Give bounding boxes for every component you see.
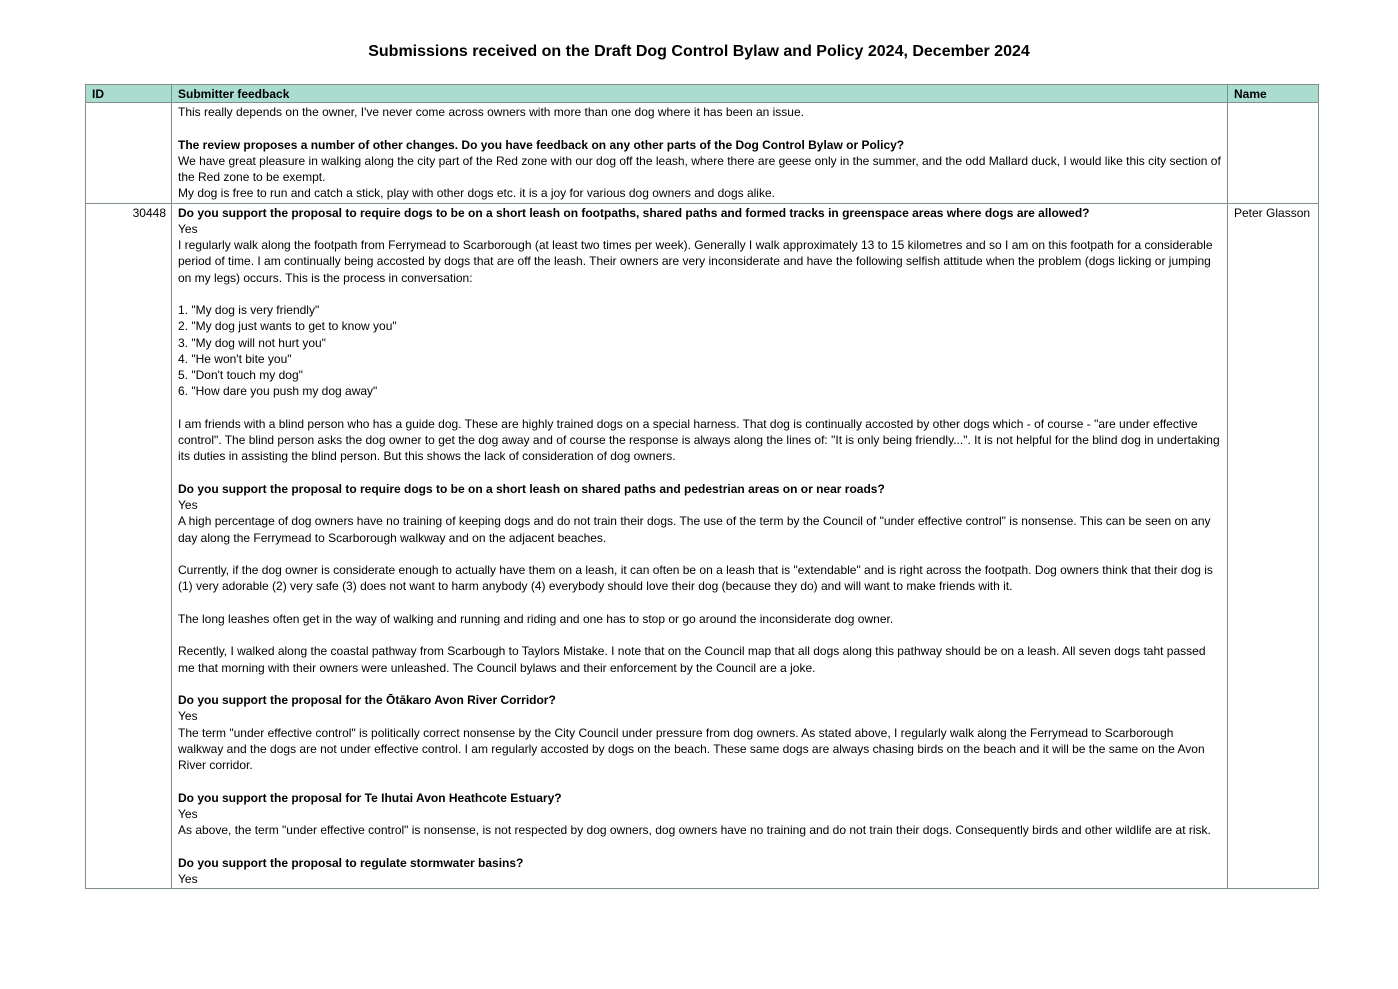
answer-text: Currently, if the dog owner is considerate enough to actually have them on a leash, it can often be on a leash that is "extendable" and is right across the footpath. Dog owners think that their dog is (1) very adorable (2) very safe (3) does not want to harm anybody (4) everybody should love their dog (because they do) and will want to make friends with it.	[178, 563, 1213, 594]
table-header-row	[86, 85, 1319, 103]
submitter-name: Peter Glasson	[1228, 203, 1319, 889]
question-text: The review proposes a number of other changes. Do you have feedback on any other parts of the Dog Control Bylaw or Policy?	[178, 137, 905, 152]
column-header-feedback: Submitter feedback	[172, 85, 1228, 103]
list-item: 6. "How dare you push my dog away"	[178, 384, 378, 399]
answer-choice: Yes	[178, 806, 198, 821]
question-text: Do you support the proposal for Te Ihutai Avon Heathcote Estuary?	[178, 790, 562, 805]
table-row	[86, 103, 1319, 204]
list-item: 4. "He won't bite you"	[178, 351, 292, 366]
list-item: 5. "Don't touch my dog"	[178, 368, 303, 382]
answer-text: This really depends on the owner, I've never come across owners with more than one dog where it has been an issue.	[178, 105, 804, 119]
question-text: Do you support the proposal to require dogs to be on a short leash on shared paths and pedestrian areas on or near roads?	[178, 481, 885, 496]
list-item: 2. "My dog just wants to get to know you"	[178, 319, 397, 334]
submitter-feedback	[172, 203, 1228, 889]
answer-choice: Yes	[178, 498, 198, 512]
submitter-name	[1228, 103, 1319, 204]
list-item: 1. "My dog is very friendly"	[178, 303, 320, 317]
question-text: Do you support the proposal to require dogs to be on a short leash on footpaths, shared paths and formed tracks in greenspace areas where dogs are allowed?	[178, 205, 1090, 220]
answer-text: My dog is free to run and catch a stick, play with other dogs etc. it is a joy for various dog owners and dogs alike.	[178, 186, 775, 201]
column-header-id: ID	[86, 85, 172, 103]
submissions-table	[85, 84, 1319, 889]
answer-text: The long leashes often get in the way of walking and running and riding and one has to stop or go around the inconsiderate dog owner.	[178, 611, 894, 626]
question-text: Do you support the proposal to regulate stormwater basins?	[178, 855, 524, 870]
column-header-name: Name	[1228, 85, 1319, 103]
answer-choice: Yes	[178, 221, 198, 236]
question-text: Do you support the proposal for the Ōtākaro Avon River Corridor?	[178, 693, 556, 707]
answer-text: Recently, I walked along the coastal pathway from Scarbough to Taylors Mistake. I note that on the Council map that all dogs along this pathway should be on a leash. All seven dogs taht passed me that morning with their owners were unleashed. The Council bylaws and their enforcement by the Council are a joke.	[178, 644, 1206, 675]
answer-text: As above, the term "under effective control" is nonsense, is not respected by dog owners, dog owners have no training and do not train their dogs. Consequently birds and other wildlife are at risk.	[178, 823, 1211, 837]
submission-id: 30448	[86, 203, 172, 889]
answer-text: A high percentage of dog owners have no training of keeping dogs and do not train their dogs. The use of the term by the Council of "under effective control" is nonsense. This can be seen on any day along the Ferrymead to Scarborough walkway and on the adjacent beaches.	[178, 514, 1211, 545]
answer-choice: Yes	[178, 709, 198, 724]
table-row	[86, 203, 1319, 889]
answer-text: We have great pleasure in walking along the city part of the Red zone with our dog off the leash, where there are geese only in the summer, and the odd Mallard duck, I would like this city section of the Red zone to be exempt.	[178, 153, 1221, 184]
answer-text: The term "under effective control" is politically correct nonsense by the City Council under pressure from dog owners. As stated above, I regularly walk along the Ferrymead to Scarborough walkway and the dogs are not under effective control. I am regularly accosted by dogs on the beach. These same dogs are always chasing birds on the beach and it will be the same on the Avon River corridor.	[178, 725, 1205, 772]
answer-text: I am friends with a blind person who has a guide dog. These are highly trained dogs on a special harness. That dog is continually accosted by other dogs which - of course - "are under effective control". The blind person asks the dog owner to get the dog away and of course the response is always along the lines of: "It is only being friendly...". It is not helpful for the blind dog in undertaking its duties in assisting the blind person. But this shows the lack of consideration of dog owners.	[178, 416, 1220, 464]
document-title: Submissions received on the Draft Dog Control Bylaw and Policy 2024, December 2024	[368, 43, 1030, 60]
answer-choice: Yes	[178, 871, 198, 886]
submission-id	[86, 103, 172, 204]
submitter-feedback	[172, 103, 1228, 204]
answer-text: I regularly walk along the footpath from Ferrymead to Scarborough (at least two times per week). Generally I walk approximately 13 to 15 kilometres and so I am on this footpath for a considerable period of time. I am continually being accosted by dogs that are off the leash. Their owners are very inconsiderate and have the following selfish attitude when the problem (dogs licking or jumping on my legs) occurs. This is the process in conversation:	[178, 238, 1213, 285]
list-item: 3. "My dog will not hurt you"	[178, 335, 326, 350]
